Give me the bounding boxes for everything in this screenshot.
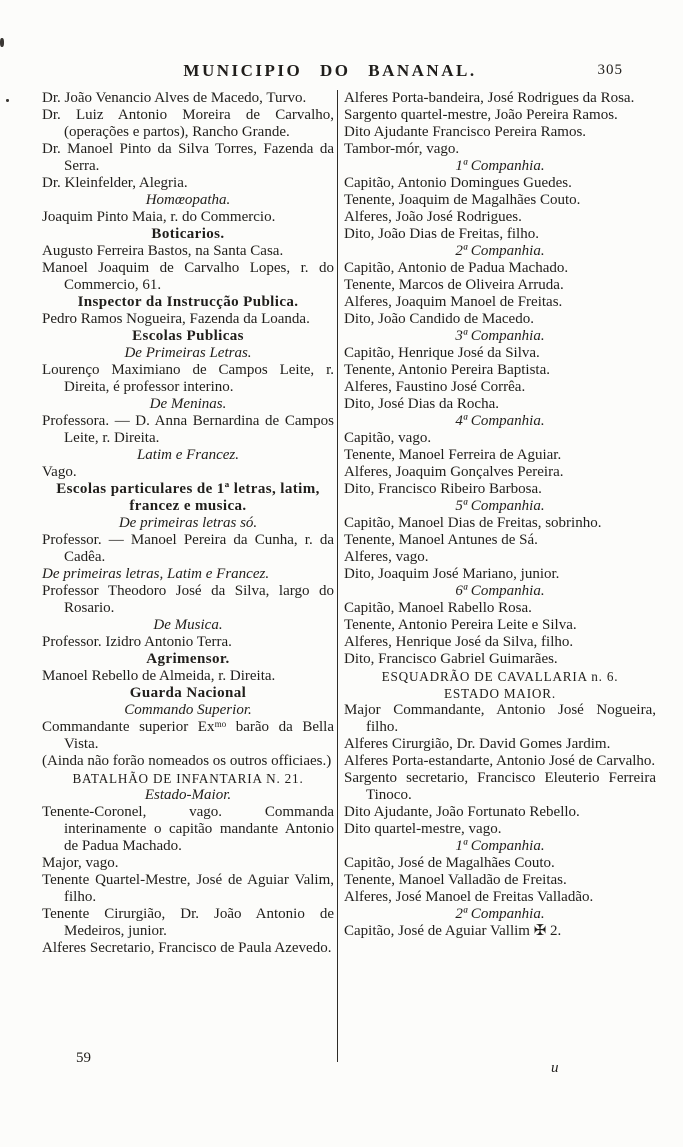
section-heading: Escolas Publicas — [132, 328, 244, 344]
directory-entry: Dito, Francisco Ribeiro Barbosa. — [344, 481, 542, 497]
section-heading: De primeiras letras, Latim e Francez. — [42, 566, 270, 582]
directory-entry: Capitão, Antonio Domingues Guedes. — [344, 175, 572, 191]
right-column — [337, 90, 656, 1062]
directory-entry: Alferes, João José Rodrigues. — [344, 209, 522, 225]
section-heading: BATALHÃO DE INFANTARIA N. 21. — [72, 771, 304, 786]
directory-entry: Alferes Cirurgião, Dr. David Gomes Jardim. — [344, 736, 611, 752]
section-heading: Estado-Maior. — [144, 787, 232, 803]
section-heading: Guarda Nacional — [129, 685, 247, 701]
directory-entry: Capitão, Manoel Rabello Rosa. — [344, 600, 532, 616]
section-heading: 2ª Companhia. — [455, 906, 545, 922]
section-heading: De primeiras letras só. — [118, 515, 258, 531]
directory-entry: Joaquim Pinto Maia, r. do Commercio. — [42, 209, 276, 225]
directory-entry: Capitão, vago. — [344, 430, 432, 446]
directory-entry: Professor. Izidro Antonio Terra. — [42, 634, 232, 650]
directory-entry: Manoel Joaquim de Carvalho Lopes, r. do Commercio, 61. — [42, 260, 334, 293]
directory-entry: Alferes, vago. — [344, 549, 429, 565]
directory-entry: Alferes Porta-bandeira, José Rodrigues da Rosa. — [344, 90, 635, 106]
directory-entry: Dr. Manoel Pinto da Silva Torres, Fazenda da Serra. — [42, 141, 334, 174]
directory-entry: Dr. Kleinfelder, Alegria. — [42, 175, 188, 191]
directory-entry: Dito, Joaquim José Mariano, junior. — [344, 566, 560, 582]
directory-entry: Dito, José Dias da Rocha. — [344, 396, 499, 412]
section-heading: Agrimensor. — [146, 651, 230, 667]
directory-entry: Alferes, Faustino José Corrêa. — [344, 379, 526, 395]
directory-entry: Dito, João Candido de Macedo. — [344, 311, 534, 327]
directory-entry: Alferes, Henrique José da Silva, filho. — [344, 634, 574, 650]
directory-entry: Capitão, José de Aguiar Vallim ✠ 2. — [344, 923, 562, 939]
directory-entry: Sargento quartel-mestre, João Pereira Ramos. — [344, 107, 618, 123]
directory-entry: Alferes, Joaquim Manoel de Freitas. — [344, 294, 563, 310]
section-heading: Homœopatha. — [145, 192, 231, 208]
section-heading: 1ª Companhia. — [455, 158, 545, 174]
section-heading: De Meninas. — [149, 396, 227, 412]
section-heading: Inspector da Instrucção Publica. — [77, 294, 299, 310]
directory-entry: Capitão, José de Magalhães Couto. — [344, 855, 555, 871]
section-heading: 2ª Companhia. — [455, 243, 545, 259]
directory-entry: Professora. — D. Anna Bernardina de Campos Leite, r. Direita. — [42, 413, 334, 446]
directory-entry: Lourenço Maximiano de Campos Leite, r. Direita, é professor interino. — [42, 362, 334, 395]
directory-entry: Tenente, Antonio Pereira Leite e Silva. — [344, 617, 577, 633]
directory-entry: Manoel Rebello de Almeida, r. Direita. — [42, 668, 276, 684]
directory-entry: Tenente Cirurgião, Dr. João Antonio de Medeiros, junior. — [42, 906, 334, 939]
scan-speck — [0, 38, 4, 47]
directory-entry: Alferes Porta-estandarte, Antonio José de Carvalho. — [344, 753, 656, 769]
section-heading: 6ª Companhia. — [455, 583, 545, 599]
directory-entry: Tenente, Marcos de Oliveira Arruda. — [344, 277, 564, 293]
directory-entry: Alferes, José Manoel de Freitas Valladão. — [344, 889, 594, 905]
section-heading: De Musica. — [153, 617, 223, 633]
page-number: 305 — [597, 62, 623, 78]
directory-entry: (Ainda não forão nomeados os outros officiaes.) — [42, 753, 332, 769]
catchword: u — [551, 1060, 559, 1076]
signature-mark: 59 — [76, 1050, 91, 1066]
scan-speck — [6, 99, 9, 102]
directory-entry: Tenente, Manoel Antunes de Sá. — [344, 532, 538, 548]
directory-entry: Capitão, Antonio de Padua Machado. — [344, 260, 569, 276]
directory-entry: Dito Ajudante, João Fortunato Rebello. — [344, 804, 580, 820]
directory-entry: Professor. — Manoel Pereira da Cunha, r. da Cadêa. — [42, 532, 334, 565]
section-heading: Latim e Francez. — [136, 447, 240, 463]
directory-entry: Major Commandante, Antonio José Nogueira, filho. — [344, 702, 656, 735]
directory-entry: Sargento secretario, Francisco Eleuterio Ferreira Tinoco. — [344, 770, 656, 803]
directory-entry: Augusto Ferreira Bastos, na Santa Casa. — [42, 243, 284, 259]
directory-entry: Tambor-mór, vago. — [344, 141, 460, 157]
section-heading: De Primeiras Letras. — [124, 345, 252, 361]
directory-entry: Pedro Ramos Nogueira, Fazenda da Loanda. — [42, 311, 310, 327]
directory-entry: Capitão, Henrique José da Silva. — [344, 345, 540, 361]
directory-entry: Dito, Francisco Gabriel Guimarães. — [344, 651, 558, 667]
directory-entry: Vago. — [42, 464, 77, 480]
section-heading: 5ª Companhia. — [455, 498, 545, 514]
section-heading: Escolas particulares de 1ª letras, latim, francez e musica. — [56, 481, 320, 514]
section-heading: 4ª Companhia. — [455, 413, 545, 429]
directory-entry: Dr. João Venancio Alves de Macedo, Turvo. — [42, 90, 307, 106]
directory-entry: Alferes Secretario, Francisco de Paula Azevedo. — [42, 940, 332, 956]
section-heading: 1ª Companhia. — [455, 838, 545, 854]
directory-entry: Tenente-Coronel, vago. Commanda interinamente o capitão mandante Antonio de Padua Machado. — [42, 804, 334, 854]
directory-entry: Dito, João Dias de Freitas, filho. — [344, 226, 539, 242]
section-heading: ESQUADRÃO DE CAVALLARIA n. 6. — [381, 669, 619, 684]
directory-entry: Major, vago. — [42, 855, 119, 871]
section-heading: Boticarios. — [151, 226, 225, 242]
directory-entry: Commandante superior Exᵐᵒ barão da Bella Vista. — [42, 719, 334, 752]
directory-entry: Tenente, Manoel Valladão de Freitas. — [344, 872, 567, 888]
section-heading: ESTADO MAIOR. — [444, 686, 556, 701]
directory-entry: Dr. Luiz Antonio Moreira de Carvalho, (operações e partos), Rancho Grande. — [42, 107, 334, 140]
directory-entry: Tenente, Antonio Pereira Baptista. — [344, 362, 550, 378]
left-column — [42, 90, 337, 1062]
text-columns — [42, 90, 656, 1062]
directory-entry: Tenente, Manoel Ferreira de Aguiar. — [344, 447, 562, 463]
directory-entry: Capitão, Manoel Dias de Freitas, sobrinho. — [344, 515, 602, 531]
section-heading: Commando Superior. — [124, 702, 252, 718]
directory-entry: Professor Theodoro José da Silva, largo do Rosario. — [42, 583, 334, 616]
directory-entry: Alferes, Joaquim Gonçalves Pereira. — [344, 464, 564, 480]
directory-entry: Dito quartel-mestre, vago. — [344, 821, 502, 837]
running-header-title: MUNICIPIO DO BANANAL. — [183, 61, 477, 80]
directory-entry: Tenente, Joaquim de Magalhães Couto. — [344, 192, 581, 208]
directory-entry: Dito Ajudante Francisco Pereira Ramos. — [344, 124, 587, 140]
directory-entry: Tenente Quartel-Mestre, José de Aguiar Valim, filho. — [42, 872, 334, 905]
section-heading: 3ª Companhia. — [455, 328, 545, 344]
